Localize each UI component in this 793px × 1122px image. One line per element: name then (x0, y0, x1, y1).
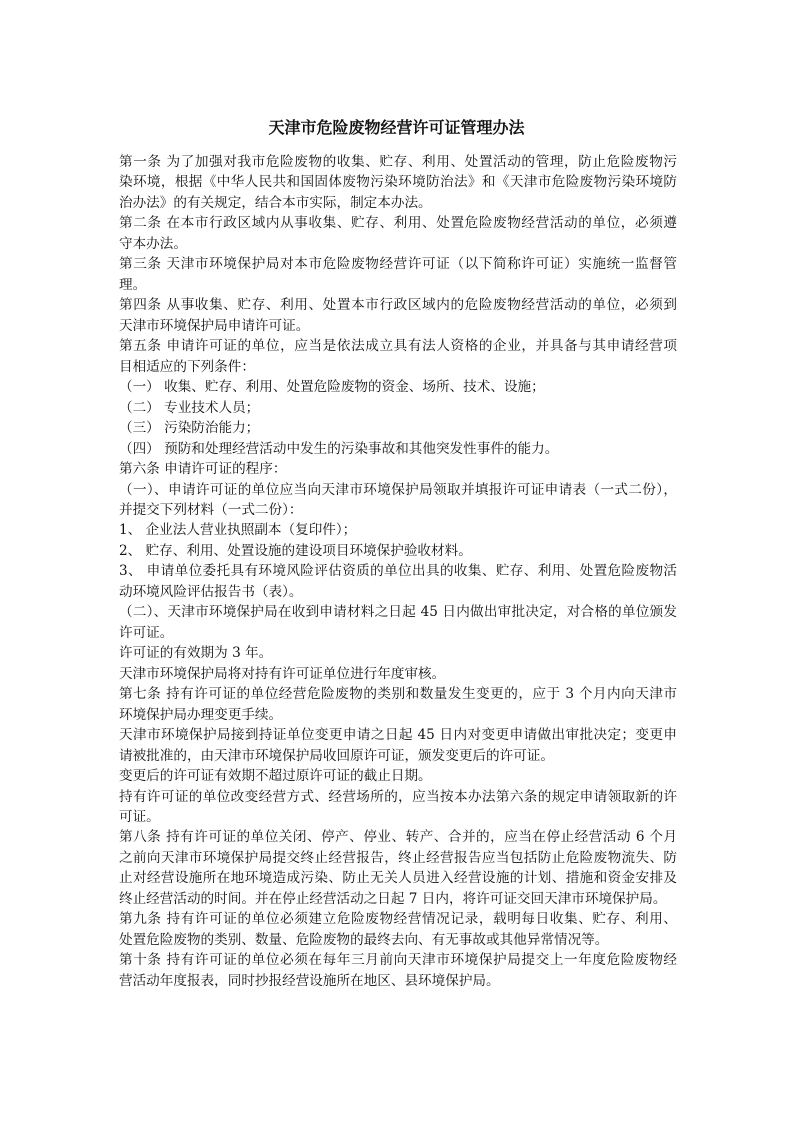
text-line: 治办法》的有关规定，结合本市实际，制定本办法。 (119, 194, 432, 211)
paragraph (119, 827, 677, 909)
text-line: 3、 申请单位委托具有环境风险评估资质的单位出具的收集、贮存、利用、处置危险废物活 (119, 563, 677, 580)
text-line: 止对经营设施所在地环境造成污染、防止无关人员进入经营设施的计划、措施和资金安排及 (119, 870, 677, 887)
paragraph (119, 541, 677, 561)
text-line: 动环境风险评估报告书（表）。 (119, 583, 303, 600)
text-line: 第八条 持有许可证的单位关闭、停产、停业、转产、合并的，应当在停止经营活动 6 个月 (119, 829, 677, 846)
text-line: 可证。 (119, 809, 160, 825)
text-line: 许可证。 (119, 624, 174, 641)
paragraph (119, 602, 677, 643)
paragraph (119, 664, 677, 684)
paragraph (119, 377, 677, 397)
paragraph (119, 766, 677, 786)
paragraph (119, 254, 677, 295)
paragraph (119, 909, 677, 950)
text-line: 2、 贮存、利用、处置设施的建设项目环境保护验收材料。 (119, 542, 472, 559)
text-line: （四） 预防和处理经营活动中发生的污染事故和其他突发性事件的能力。 (119, 440, 559, 457)
text-line: 终止经营活动的时间。并在停止经营活动之日起 7 日内，将许可证交回天津市环境保护局。 (119, 890, 667, 907)
text-line: 处置危险废物的类别、数量、危险废物的最终去向、有无事故或其他异常情况等。 (119, 931, 609, 948)
text-line: 第九条 持有许可证的单位必须建立危险废物经营情况记录，载明每日收集、贮存、利用、 (119, 911, 677, 928)
text-line: 1、 企业法人营业执照副本（复印件）； (119, 522, 357, 539)
text-line: 之前向天津市环境保护局提交终止经营报告，终止经营报告应当包括防止危险废物流失、防 (119, 849, 677, 866)
paragraph (119, 725, 677, 766)
text-line: 变更后的许可证有效期不超过原许可证的截止日期。 (119, 768, 432, 785)
text-line: 营活动年度报表，同时抄报经营设施所在地区、县环境保护局。 (119, 972, 500, 989)
text-line: 第十条 持有许可证的单位必须在每年三月前向天津市环境保护局提交上一年度危险废物经 (119, 952, 677, 969)
paragraph (119, 439, 677, 459)
paragraph (119, 561, 677, 602)
paragraph (119, 398, 677, 418)
text-line: 持有许可证的单位改变经营方式、经营场所的，应当按本办法第六条的规定申请领取新的许 (119, 788, 677, 805)
document-title: 天津市危险废物经营许可证管理办法 (268, 118, 525, 137)
text-line: （二） 专业技术人员； (119, 399, 260, 416)
text-line: 第四条 从事收集、贮存、利用、处置本市行政区域内的危险废物经营活动的单位，必须到 (119, 297, 677, 314)
paragraph (119, 950, 677, 991)
text-line: 天津市环境保护局将对持有许可证单位进行年度审核。 (119, 665, 446, 682)
text-line: 第一条 为了加强对我市危险废物的收集、贮存、利用、处置活动的管理，防止危险废物污 (119, 154, 677, 170)
text-line: （三） 污染防治能力； (119, 420, 260, 437)
paragraph (119, 520, 677, 540)
paragraph (119, 459, 677, 479)
paragraph (119, 418, 677, 438)
text-line: 第五条 申请许可证的单位，应当是依法成立具有法人资格的企业，并具备与其申请经营项 (119, 338, 677, 355)
text-line: 请被批准的，由天津市环境保护局收回原许可证，颁发变更后的许可证。 (119, 747, 554, 764)
paragraph (119, 787, 677, 828)
text-line: （一） 收集、贮存、利用、处置危险废物的资金、场所、技术、设施； (119, 379, 545, 396)
text-line: 天津市环境保护局接到持证单位变更申请之日起 45 日内对变更申请做出审批决定；变更申 (119, 727, 677, 744)
text-line: 第六条 申请许可证的程序： (119, 461, 287, 478)
paragraph (119, 643, 677, 663)
text-line: 天津市环境保护局申请许可证。 (119, 317, 310, 334)
text-line: 第三条 天津市环境保护局对本市危险废物经营许可证（以下简称许可证）实施统一监督管 (119, 256, 677, 273)
text-line: 染环境，根据《中华人民共和国固体废物污染环境防治法》和《天津市危险废物污染环境防 (119, 174, 677, 191)
text-line: 并提交下列材料（一式二份）： (119, 501, 303, 518)
text-line: 守本办法。 (119, 235, 187, 252)
text-line: （一）、申请许可证的单位应当向天津市环境保护局领取并填报许可证申请表（一式二份）， (119, 481, 677, 498)
text-line: （二）、天津市环境保护局在收到申请材料之日起 45 日内做出审批决定，对合格的单位颁发 (119, 604, 677, 621)
text-line: 第七条 持有许可证的单位经营危险废物的类别和数量发生变更的，应于 3 个月内向天津市 (119, 686, 677, 703)
text-line: 理。 (119, 276, 147, 293)
paragraph (119, 480, 677, 521)
text-line: 许可证的有效期为 3 年。 (119, 645, 273, 662)
paragraph (119, 295, 677, 336)
text-line: 第二条 在本市行政区域内从事收集、贮存、利用、处置危险废物经营活动的单位，必须遵 (119, 215, 677, 232)
text-line: 环境保护局办理变更手续。 (119, 706, 283, 723)
paragraph (119, 152, 677, 213)
paragraph (119, 213, 677, 254)
paragraph (119, 336, 677, 377)
text-line: 目相适应的下列条件： (119, 358, 255, 375)
document-body (119, 152, 677, 991)
paragraph (119, 684, 677, 725)
